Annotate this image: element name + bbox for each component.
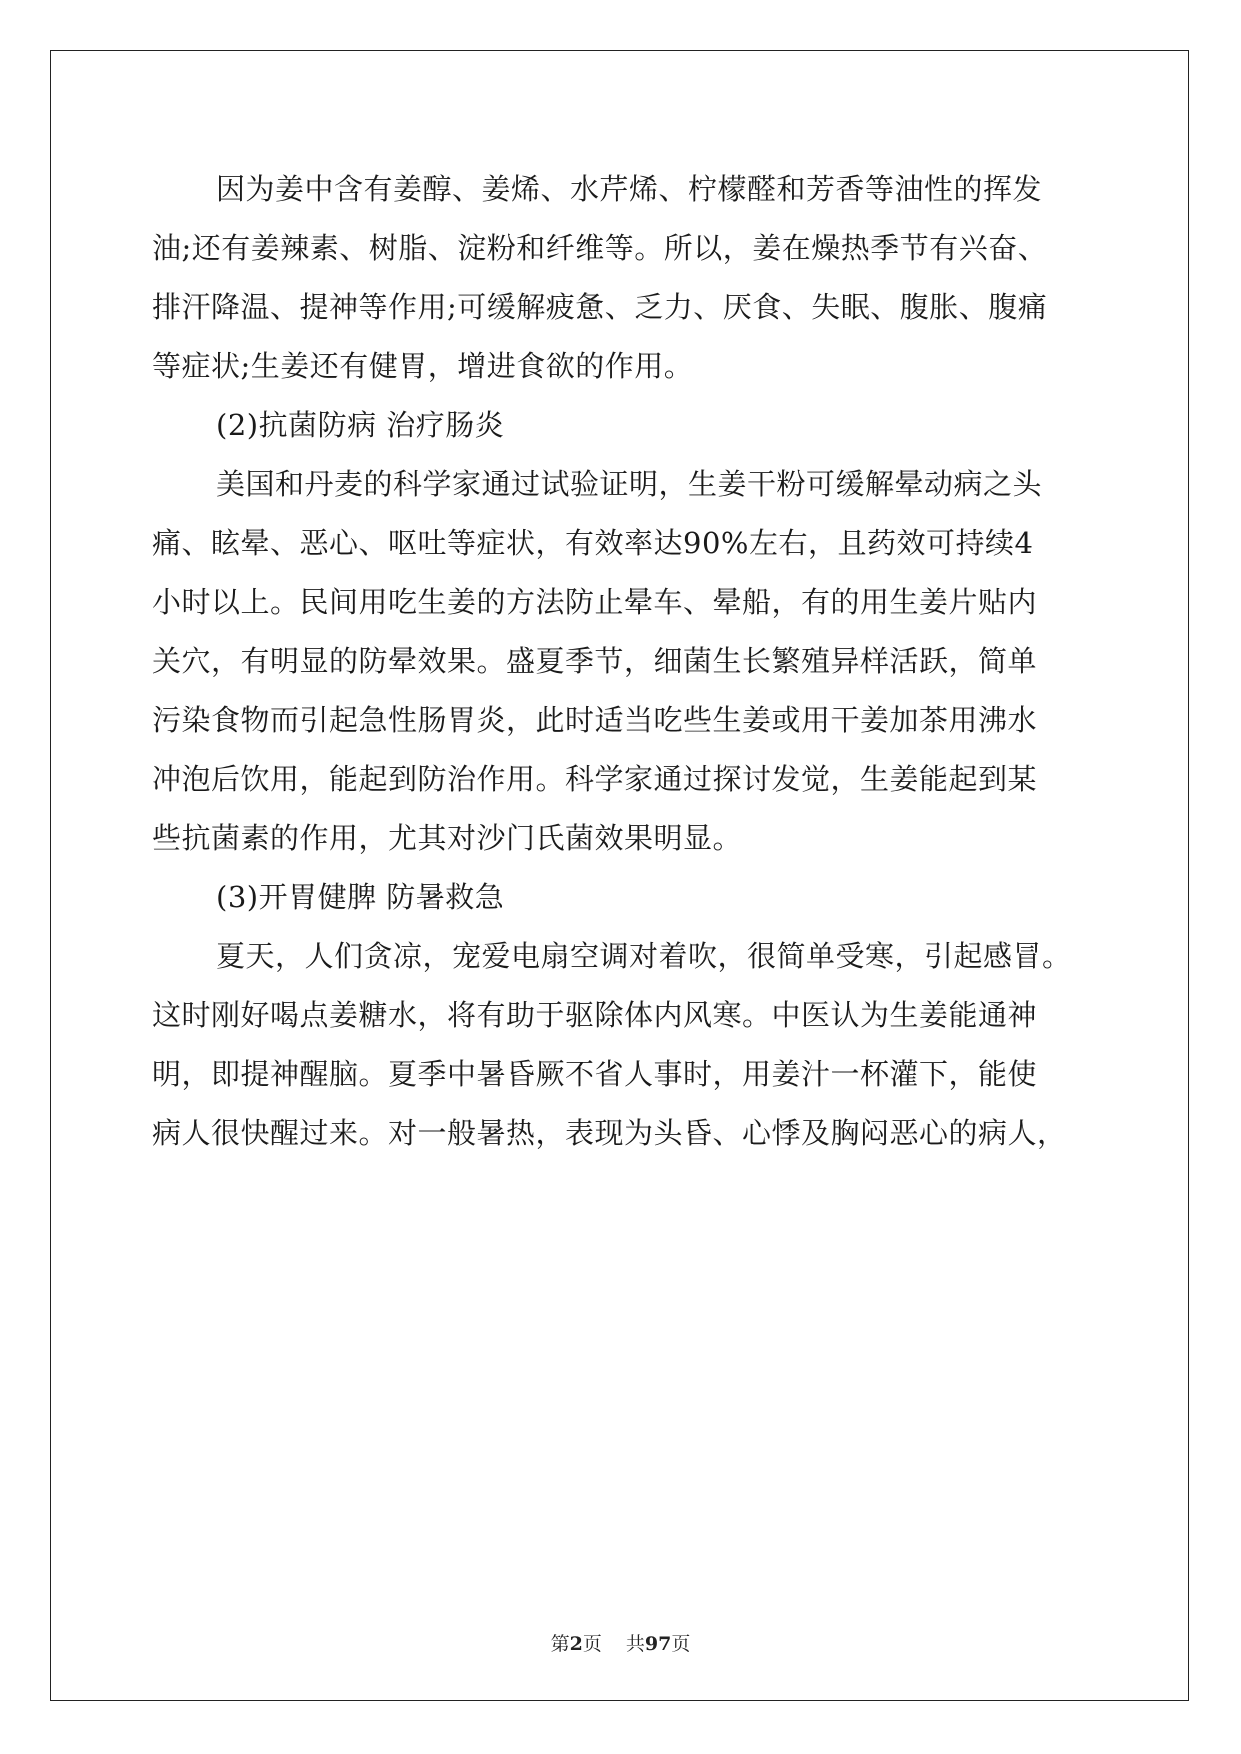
paragraph-line: 排汗降温、提神等作用;可缓解疲惫、乏力、厌食、失眠、腹胀、腹痛 [152, 290, 1048, 324]
paragraph-line: 些抗菌素的作用，尤其对沙门氏菌效果明显。 [152, 821, 743, 855]
paragraph-line: 等症状;生姜还有健胃，增进食欲的作用。 [152, 349, 694, 383]
paragraph-line: 明，即提神醒脑。夏季中暑昏厥不省人事时，用姜汁一杯灌下，能使 [152, 1057, 1038, 1091]
paragraph-line: 油;还有姜辣素、树脂、淀粉和纤维等。所以，姜在燥热季节有兴奋、 [152, 231, 1048, 265]
page-suffix: 页 [582, 1633, 602, 1655]
paragraph-line: 病人很快醒过来。对一般暑热，表现为头昏、心悸及胸闷恶心的病人， [152, 1116, 1067, 1150]
total-suffix: 页 [671, 1633, 691, 1655]
page-footer [0, 1629, 1241, 1656]
page-prefix: 第 [550, 1633, 570, 1655]
paragraph-line: 污染食物而引起急性肠胃炎，此时适当吃些生姜或用干姜加茶用沸水 [152, 703, 1038, 737]
document-body [152, 160, 1092, 1163]
section-heading: (3)开胃健脾 防暑救急 [216, 880, 505, 914]
total-prefix: 共 [625, 1633, 645, 1655]
paragraph-line: 夏天，人们贪凉，宠爱电扇空调对着吹，很简单受寒，引起感冒。 [216, 939, 1072, 973]
paragraph-line: 这时刚好喝点姜糖水，将有助于驱除体内风寒。中医认为生姜能通神 [152, 998, 1038, 1032]
paragraph-line: 美国和丹麦的科学家通过试验证明，生姜干粉可缓解晕动病之头 [216, 467, 1043, 501]
paragraph-line: 冲泡后饮用，能起到防治作用。科学家通过探讨发觉，生姜能起到某 [152, 762, 1038, 796]
paragraph-line: 关穴，有明显的防晕效果。盛夏季节，细菌生长繁殖异样活跃，简单 [152, 644, 1038, 678]
paragraph-line: 痛、眩晕、恶心、呕吐等症状，有效率达90%左右，且药效可持续4 [152, 526, 1034, 560]
page-number: 2 [569, 1633, 583, 1655]
section-heading: (2)抗菌防病 治疗肠炎 [216, 408, 505, 442]
paragraph-line: 因为姜中含有姜醇、姜烯、水芹烯、柠檬醛和芳香等油性的挥发 [216, 172, 1043, 206]
paragraph-line: 小时以上。民间用吃生姜的方法防止晕车、晕船，有的用生姜片贴内 [152, 585, 1038, 619]
total-pages: 97 [644, 1633, 672, 1655]
